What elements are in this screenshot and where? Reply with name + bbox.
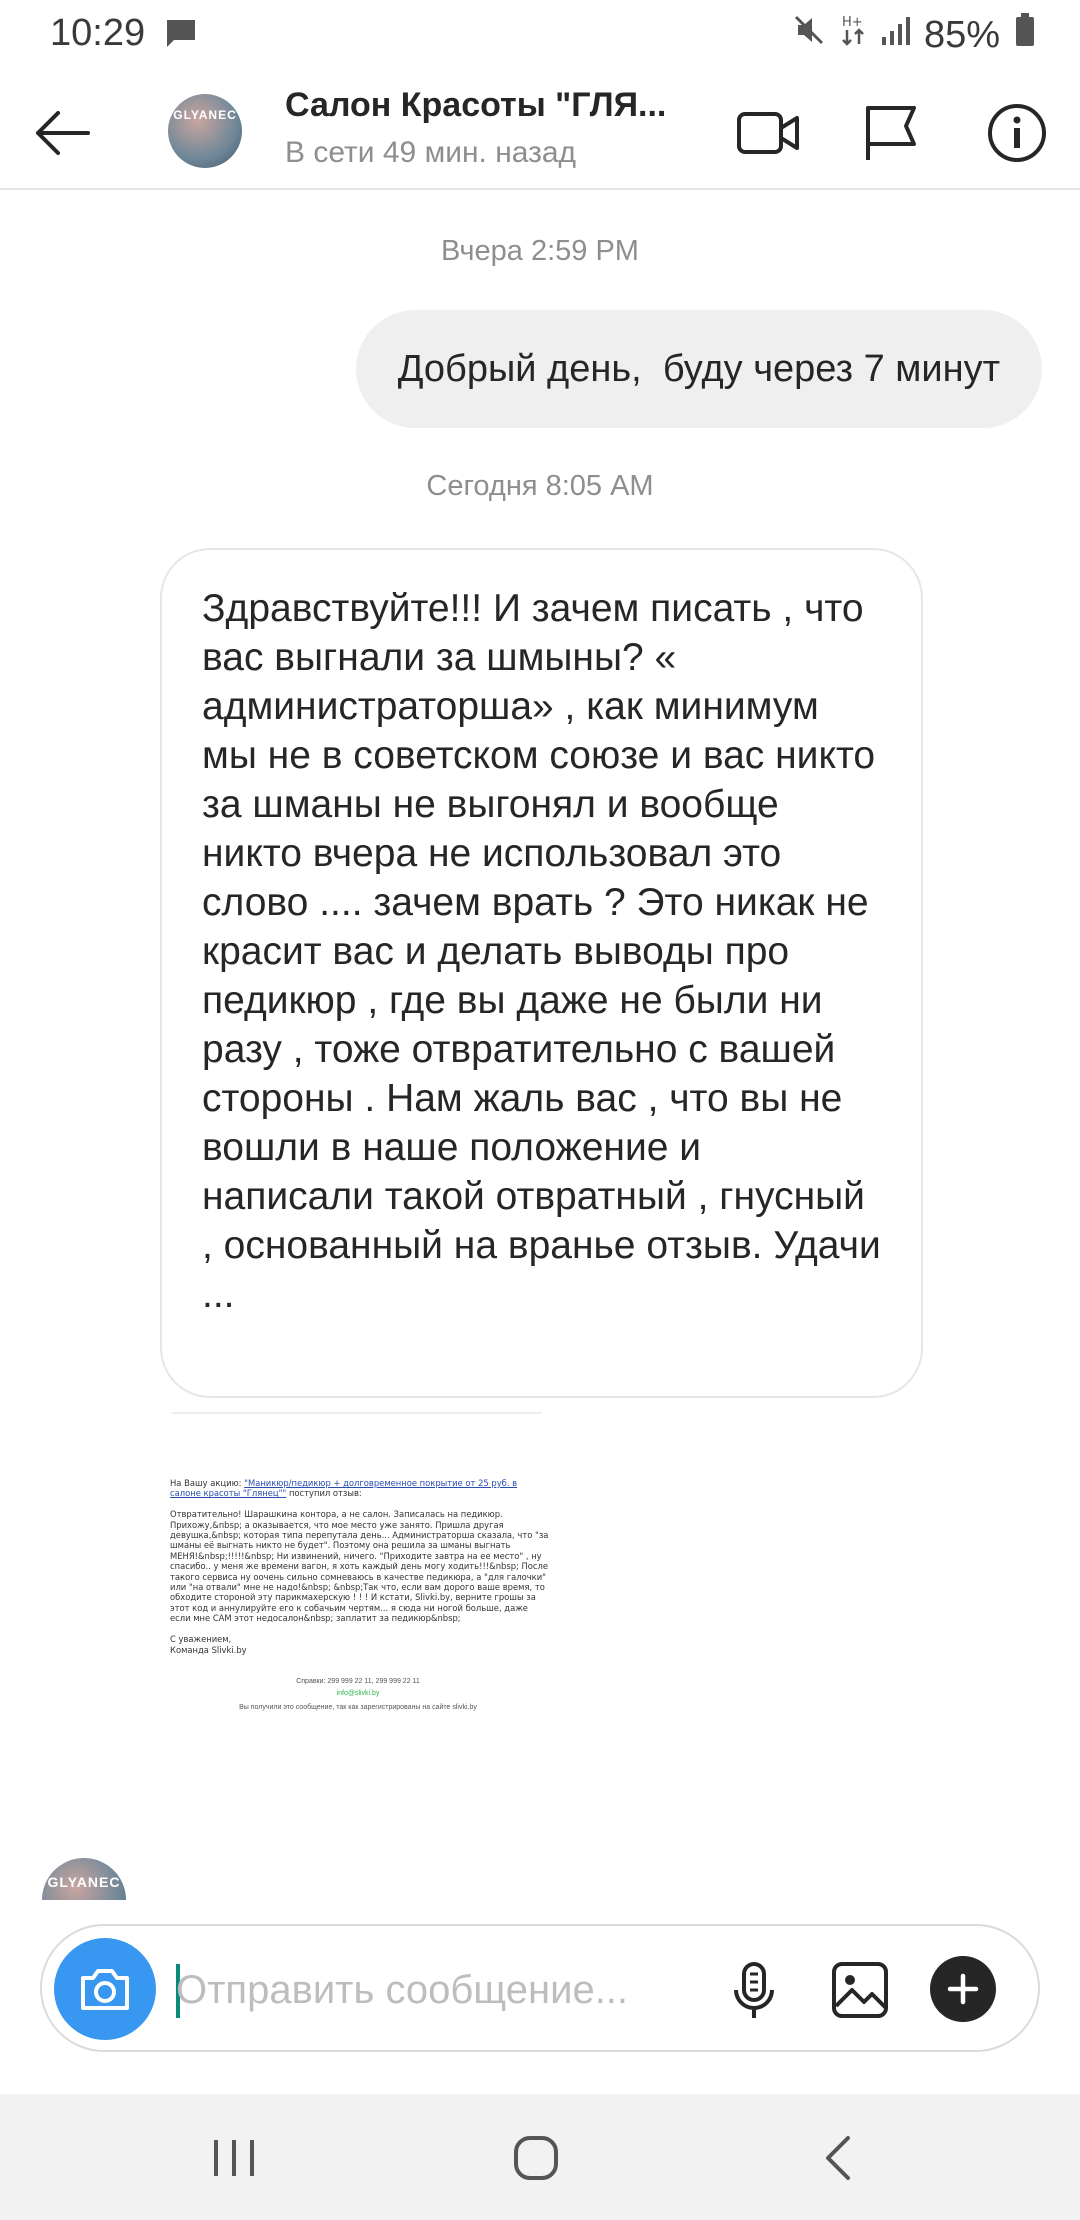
message-input[interactable] (176, 1956, 676, 2024)
system-nav-bar (0, 2094, 1080, 2220)
chat-title[interactable]: Салон Красоты "ГЛЯ... (285, 86, 667, 124)
doc-signoff: С уважением, (170, 1634, 232, 1645)
doc-footer-note: Вы получили это сообщение, так как зарегистрированы на сайте slivki.by (239, 1704, 477, 1711)
voice-message-button[interactable] (722, 1958, 786, 2022)
divider (172, 1412, 542, 1414)
shared-doc-text (170, 1478, 550, 1655)
gallery-button[interactable] (828, 1958, 892, 2022)
status-icons (792, 12, 1036, 58)
incoming-message[interactable]: Здравствуйте!!! И зачем писать , что вас выгнали за шмыны? « администраторша» , как минимум мы не в советском союзе и вас никто за шманы не выгонял и вообще никто вчера не использовал это слово .... зачем врать ? Это никак не красит вас и делать выводы про педикюр , где вы даже не были ни разу , тоже отвратительно с вашей стороны . Нам жаль вас , что вы не вошли в наше положение и написали такой отвратный , гнусный , основанный на вранье отзыв. Удачи ... (160, 548, 923, 1398)
sender-avatar[interactable] (42, 1858, 126, 1900)
back-arrow-icon (28, 98, 98, 168)
mute-icon (792, 13, 826, 57)
camera-icon (78, 1966, 132, 2012)
report-button[interactable] (856, 98, 926, 168)
status-bar (0, 0, 1080, 70)
doc-intro: На Вашу акцию: (170, 1478, 245, 1488)
recent-apps-icon (204, 2128, 264, 2188)
message-icon (164, 18, 198, 55)
video-call-button[interactable] (734, 98, 804, 168)
doc-signoff-team: Команда Slivki.by (170, 1644, 247, 1655)
info-icon (982, 98, 1052, 168)
home-button[interactable] (506, 2128, 566, 2188)
doc-footer-phone: Справки: 299 999 22 11, 299 999 22 11 (296, 1678, 420, 1685)
battery-level: 85% (923, 13, 1000, 56)
camera-button[interactable] (54, 1938, 156, 2040)
timestamp: Сегодня 8:05 AM (426, 470, 654, 502)
signal-icon (880, 14, 910, 57)
outgoing-message[interactable]: Добрый день, буду через 7 минут (356, 310, 1042, 428)
shared-screenshot[interactable] (160, 1412, 556, 1742)
home-icon (506, 2128, 566, 2188)
microphone-icon (722, 1958, 786, 2022)
battery-icon (1014, 12, 1036, 58)
doc-body: Отвратительно! Шарашкина контора, а не салон. Записалась на педикюр. Прихожу,&nbsp; а оказывается, что мое место уже занято. Пришла другая девушка,&nbsp; которая типа перепутала день... Администраторша сказала, что "за шманы её выгнать никто не будет". Поэтому она решила за шманы выгнать МЕНЯ!&nbsp;!!!!!&nbsp; Ни извинений, ничего. "Приходите завтра на ее место" , ну спасибо.. у меня же времени вагон, я хоть каждый день могу ходить!!!&nbsp; После такого сервиса ну оочень сильно сомневаюсь в качестве педикюра, а "для галочки" или "на отвали" мне не надо!&nbsp; &nbsp;Так что, если вам дорого ваше время, то обходите стороной эту парикмахерскую ! ! ! И кстати, Slivki.by, верните грошы за этот код и аннулируйте его к собачьим чертям... я сюда ни ногой больше, даже если мне САМ этот недосалон&nbsp; заплатит за педикюр&nbsp; (170, 1509, 549, 1624)
more-options-button[interactable] (930, 1956, 996, 2022)
doc-intro-end: поступил отзыв: (286, 1488, 362, 1499)
avatar (42, 1858, 126, 1900)
chat-header (0, 70, 1080, 190)
doc-footer-email: info@slivki.by (336, 1690, 380, 1697)
message-composer (40, 1924, 1040, 2052)
recent-apps-button[interactable] (204, 2128, 264, 2188)
avatar[interactable] (168, 94, 242, 168)
chat-status: В сети 49 мин. назад (285, 136, 577, 169)
gallery-icon (828, 1958, 892, 2022)
status-time: 10:29 (50, 12, 146, 54)
back-button[interactable] (28, 98, 98, 168)
svg-text:H+: H+ (841, 15, 863, 30)
info-button[interactable] (982, 98, 1052, 168)
plus-icon (945, 1971, 981, 2007)
chevron-left-icon (810, 2128, 870, 2188)
video-call-icon (734, 98, 804, 168)
flag-icon (856, 98, 926, 168)
avatar-logo-text: GLYANEC (47, 1874, 121, 1890)
avatar-logo-text: GLYANEC (173, 108, 237, 122)
data-icon (840, 12, 866, 58)
timestamp: Вчера 2:59 PM (441, 235, 639, 267)
doc-link: "Маникюр/педикюр + долговременное покрытие от 25 руб. в салоне красоты "Глянец"" (170, 1478, 518, 1499)
nav-back-button[interactable] (810, 2128, 870, 2188)
